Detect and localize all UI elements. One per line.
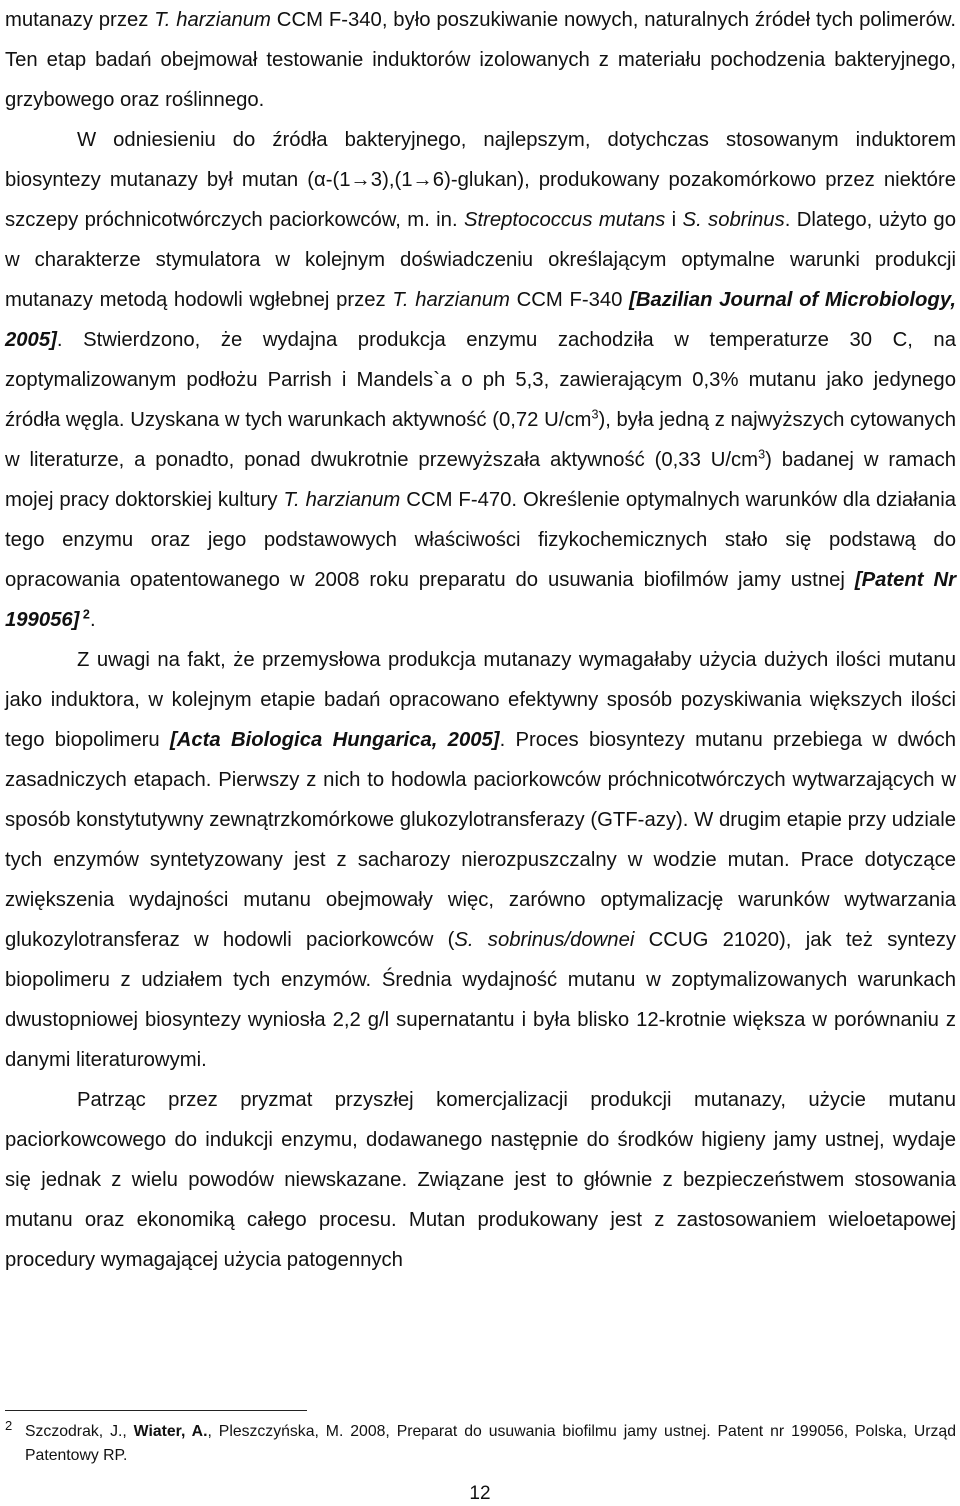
- footnote-marker: 2: [79, 607, 90, 622]
- text-run: , Pleszczyńska, M. 2008, Preparat do usuwania biofilmu jamy ustnej. Patent nr 199056, Polska, Urząd Patentowy RP.: [25, 1423, 956, 1464]
- footnote-separator: [5, 1410, 307, 1411]
- species-name: S. sobrinus: [682, 209, 785, 231]
- footnote-text: [5, 1420, 956, 1468]
- body-text: [5, 0, 956, 1280]
- text-run: . Stwierdzono, że wydajna produkcja enzymu zachodziła w temperaturze 30 C, na zoptymalizowanym podłożu Parrish i Mandels`a o ph 5,3, zawierającym 0,3% mutanu jako jedynego źródła węgla. Uzyskana w tych warunkach aktywność (0,72 U/cm: [5, 329, 956, 431]
- text-run: Patrząc przez pryzmat przyszłej komercjalizacji produkcji mutanazy, użycie mutanu paciorkowcowego do indukcji enzymu, dodawanego następnie do środków higieny jamy ustnej, wydaje się jednak z wielu powodów niewskazane. Związane jest to głównie z bezpieczeństwem stosowania mutanu oraz ekonomiką całego procesu. Mutan produkowany jest z zastosowaniem wieloetapowej procedury wymagającej użycia patogennych: [5, 1089, 956, 1271]
- text-run: CCM F-470. Określenie optymalnych warunków dla działania tego enzymu oraz jego podstawowych właściwości fizykochemicznych stało się podstawą do opracowania opatentowanego w 2008 roku preparatu do usuwania biofilmów jamy ustnej: [5, 489, 956, 591]
- superscript: 3: [758, 447, 766, 462]
- species-name: Streptococcus mutans: [463, 209, 666, 231]
- footnote: [5, 1420, 956, 1468]
- paragraph-bacterial-source: [5, 120, 956, 640]
- citation-reference: [Bazilian Journal of Microbiology, 2005]: [5, 289, 956, 351]
- species-name: T. harzianum: [154, 9, 271, 31]
- text-run: ), była jedną z najwyższych cytowanych w literaturze, a ponadto, ponad dwukrotnie przewyższała aktywność (0,33 U/cm: [5, 409, 956, 471]
- text-run: CCUG 21020), jak też syntezy biopolimeru z udziałem tych enzymów. Średnia wydajność mutanu w zoptymalizowanych warunkach dwustopniowej biosyntezy wyniosła 2,2 g/l supernatantu i była blisko 12-krotnie większa w porównaniu z danymi literaturowymi.: [5, 929, 956, 1071]
- paragraph-continuation: [5, 0, 956, 120]
- text-run: W odniesieniu do źródła bakteryjnego, najlepszym, dotychczas stosowanym induktorem biosyntezy mutanazy był mutan (α-(1→3),(1→6)-glukan), produkowany pozakomórkowo przez niektóre szczepy próchnicotwórczych paciorkowców, m. in.: [5, 129, 956, 231]
- paragraph-commercialization: [5, 1080, 956, 1280]
- text-run: i: [665, 209, 683, 231]
- text-run: .: [89, 609, 96, 631]
- citation-reference: [Acta Biologica Hungarica, 2005]: [169, 729, 500, 751]
- citation-reference: [Patent Nr 199056]: [5, 569, 957, 631]
- author-name: Wiater, A.: [133, 1423, 208, 1440]
- superscript: 3: [591, 407, 599, 422]
- text-run: ) badanej w ramach mojej pracy doktorskiej kultury: [5, 449, 956, 511]
- species-name: T. harzianum: [283, 489, 401, 511]
- text-run: mutanazy przez: [5, 9, 155, 31]
- species-name: S. sobrinus/downei: [454, 929, 635, 951]
- text-run: . Proces biosyntezy mutanu przebiega w dwóch zasadniczych etapach. Pierwszy z nich to hodowla paciorkowców próchnicotwórczych wytwarzających w sposób konstytutywny zewnątrzkomórkowe glukozylotransferazy (GTF-azy). W drugim etapie przy udziale tych enzymów syntetyzowany jest z sacharozy nierozpuszczalny w wodzie mutan. Prace dotyczące zwiększenia wydajności mutanu obejmowały więc, zarówno optymalizację warunków wytwarzania glukozylotransferaz w hodowli paciorkowców (: [5, 729, 957, 951]
- footnote-mark: 2: [5, 1418, 13, 1433]
- paragraph-mutan-production: [5, 640, 956, 1080]
- species-name: T. harzianum: [392, 289, 510, 311]
- text-run: . Dlatego, użyto go w charakterze stymulatora w kolejnym doświadczeniu określającym optymalne warunki produkcji mutanazy metodą hodowli wgłebnej przez: [5, 209, 956, 311]
- page-number: 12: [469, 1483, 491, 1504]
- text-run: Z uwagi na fakt, że przemysłowa produkcja mutanazy wymagałaby użycia dużych ilości mutanu jako induktora, w kolejnym etapie badań opracowano efektywny sposób pozyskiwania większych ilości tego biopolimeru: [5, 649, 956, 751]
- text-run: CCM F-340: [509, 289, 630, 311]
- text-run: Szczodrak, J.,: [25, 1423, 134, 1440]
- text-run: CCM F-340, było poszukiwanie nowych, naturalnych źródeł tych polimerów. Ten etap badań obejmował testowanie induktorów izolowanych z materiału pochodzenia bakteryjnego, grzybowego oraz roślinnego.: [5, 9, 957, 111]
